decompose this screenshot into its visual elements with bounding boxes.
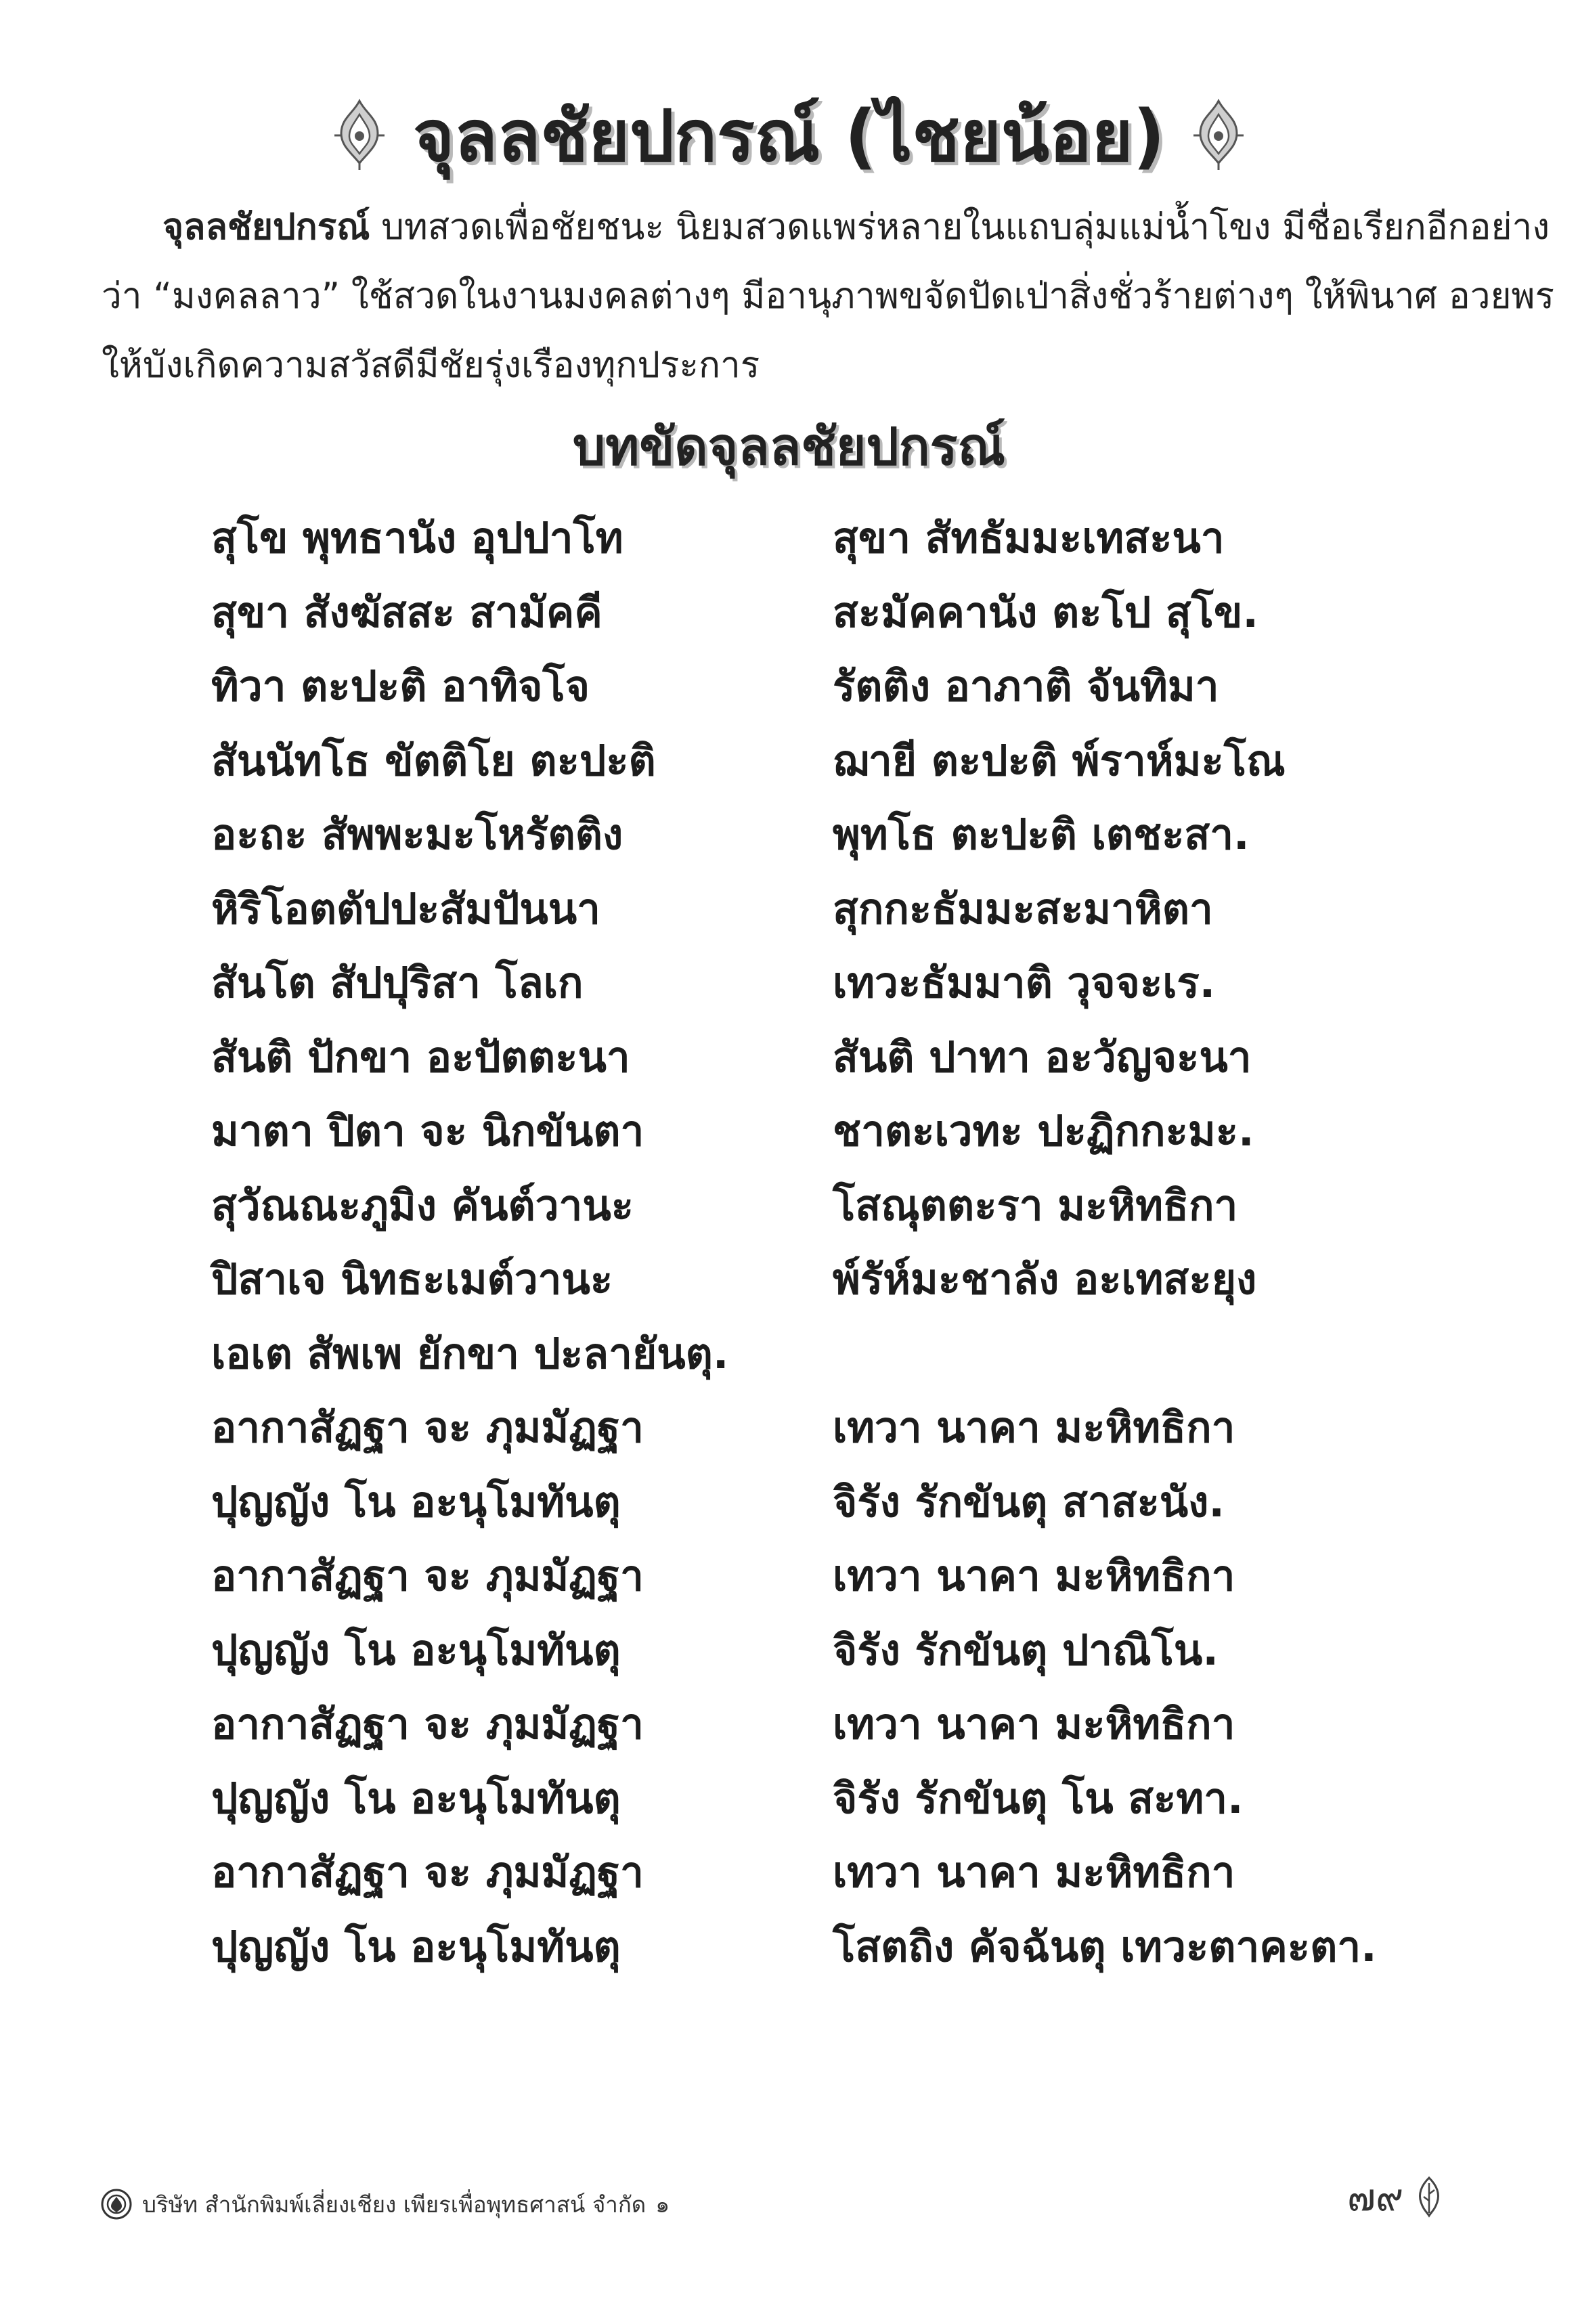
- verse-row: [0, 1020, 1578, 1095]
- verse-row: [0, 1687, 1578, 1761]
- footer: [100, 2184, 670, 2224]
- verse-right: สะมัคคานัง ตะโป สุโข.: [833, 587, 1258, 637]
- verse-left: อากาสัฏฐา จะ ภุมมัฏฐา: [211, 1403, 644, 1452]
- publisher-logo-icon: [100, 2188, 133, 2220]
- verse-row: [0, 1835, 1578, 1910]
- section-heading: บทขัดจุลลชัยปกรณ์: [572, 416, 1006, 477]
- footer-mark: ๑: [655, 2191, 670, 2218]
- verse-row: [0, 1317, 1578, 1391]
- verse-left: สุโข พุทธานัง อุปปาโท: [211, 513, 623, 563]
- intro-paragraph: [102, 193, 1554, 400]
- verse-right: จิรัง รักขันตุ ปาณิโน.: [833, 1625, 1219, 1675]
- verse-left: มาตา ปิตา จะ นิกขันตา: [211, 1106, 644, 1156]
- verse-row: [0, 1465, 1578, 1539]
- verse-left: สุวัณณะภูมิง คันต์วานะ: [211, 1180, 634, 1230]
- intro-line: ว่า “มงคลลาว” ใช้สวดในงานมงคลต่างๆ มีอานุภาพขจัดปัดเป่าสิ่งชั่วร้ายต่างๆ ให้พินาศ อวยพร: [102, 276, 1554, 317]
- verse-right: เทวา นาคา มะหิทธิกา: [833, 1551, 1235, 1600]
- verse-row: [0, 501, 1578, 575]
- page-title: จุลลชัยปกรณ์ (ไชยน้อย): [413, 94, 1165, 177]
- verse-row: [0, 1910, 1578, 1984]
- verse-row: [0, 649, 1578, 724]
- verse-right: พ์รัห์มะชาลัง อะเทสะยุง: [833, 1254, 1257, 1304]
- verse-left: สุขา สังฆัสสะ สามัคคี: [211, 587, 602, 637]
- intro-bold-term: จุลลชัยปกรณ์: [162, 206, 370, 248]
- verse-right: สันติ ปาทา อะวัญจะนา: [833, 1032, 1252, 1082]
- verse-row: [0, 1761, 1578, 1836]
- intro-text: บทสวดเพื่อชัยชนะ นิยมสวดแพร่หลายในแถบลุ่มแม่น้ำโขง มีชื่อเรียกอีกอย่าง: [370, 206, 1550, 248]
- verse-left: เอเต สัพเพ ยักขา ปะลายันตุ.: [211, 1328, 729, 1378]
- verse-row: [0, 724, 1578, 798]
- verse-right: รัตติง อาภาติ จันทิมา: [833, 661, 1219, 711]
- verse-right: ฌายี ตะปะติ พ์ราห์มะโณ: [833, 735, 1286, 785]
- verse-right: ชาตะเวทะ ปะฏิกกะมะ.: [833, 1106, 1254, 1156]
- leaf-ornament-icon: [1414, 2175, 1444, 2218]
- verse-row: [0, 946, 1578, 1020]
- verse-right: โสณุตตะรา มะหิทธิกา: [833, 1180, 1238, 1230]
- verse-left: ปิสาเจ นิทธะเมต์วานะ: [211, 1254, 613, 1304]
- verse-row: [0, 797, 1578, 872]
- lotus-ornament-icon: [1189, 98, 1248, 173]
- verse-row: [0, 1613, 1578, 1688]
- verse-right: สุกกะธัมมะสะมาหิตา: [833, 883, 1213, 934]
- title-row: [0, 74, 1578, 196]
- verse-row: [0, 1539, 1578, 1613]
- verse-right: จิรัง รักขันตุ โน สะทา.: [833, 1773, 1244, 1823]
- verse-right: พุทโธ ตะปะติ เตชะสา.: [833, 810, 1250, 859]
- verse-row: [0, 872, 1578, 946]
- verse-row: [0, 1168, 1578, 1243]
- verse-left: อากาสัฏฐา จะ ภุมมัฏฐา: [211, 1847, 644, 1897]
- page-number: ๗๙: [1347, 2175, 1404, 2220]
- verse-left: ปุญญัง โน อะนุโมทันตุ: [211, 1476, 621, 1527]
- verse-row: [0, 1242, 1578, 1317]
- verse-row: [0, 1390, 1578, 1465]
- verse-left: สันโต สัปปุริสา โลเก: [211, 958, 584, 1007]
- intro-line: ให้บังเกิดความสวัสดีมีชัยรุ่งเรืองทุกประการ: [102, 345, 760, 386]
- verse-row: [0, 575, 1578, 650]
- verse-right: โสตถิง คัจฉันตุ เทวะตาคะตา.: [833, 1921, 1377, 1971]
- verse-left: อากาสัฏฐา จะ ภุมมัฏฐา: [211, 1699, 644, 1749]
- verse-right: เทวา นาคา มะหิทธิกา: [833, 1847, 1235, 1897]
- verse-list: [0, 501, 1578, 1983]
- verse-row: [0, 1094, 1578, 1168]
- lotus-ornament-icon: [330, 98, 389, 173]
- verse-left: ปุญญัง โน อะนุโมทันตุ: [211, 1625, 621, 1675]
- intro-line: [102, 193, 1550, 262]
- verse-left: ปุญญัง โน อะนุโมทันตุ: [211, 1921, 621, 1971]
- verse-left: ทิวา ตะปะติ อาทิจโจ: [211, 661, 590, 711]
- verse-left: สันติ ปักขา อะปัตตะนา: [211, 1032, 630, 1082]
- verse-left: อะถะ สัพพะมะโหรัตติง: [211, 810, 623, 859]
- page-number-block: [1347, 2170, 1444, 2224]
- verse-right: เทวา นาคา มะหิทธิกา: [833, 1403, 1235, 1452]
- verse-right: เทวะธัมมาติ วุจจะเร.: [833, 958, 1216, 1007]
- verse-right: จิรัง รักขันตุ สาสะนัง.: [833, 1476, 1225, 1527]
- verse-left: หิริโอตตัปปะสัมปันนา: [211, 883, 600, 934]
- verse-right: สุขา สัทธัมมะเทสะนา: [833, 513, 1225, 563]
- verse-left: อากาสัฏฐา จะ ภุมมัฏฐา: [211, 1551, 644, 1600]
- verse-right: เทวา นาคา มะหิทธิกา: [833, 1699, 1235, 1749]
- verse-left: ปุญญัง โน อะนุโมทันตุ: [211, 1773, 621, 1823]
- publisher-name: บริษัท สำนักพิมพ์เลี่ยงเชียง เพียรเพื่อพุทธศาสน์ จำกัด: [142, 2191, 646, 2218]
- verse-left: สันนัทโธ ขัตติโย ตะปะติ: [211, 735, 656, 785]
